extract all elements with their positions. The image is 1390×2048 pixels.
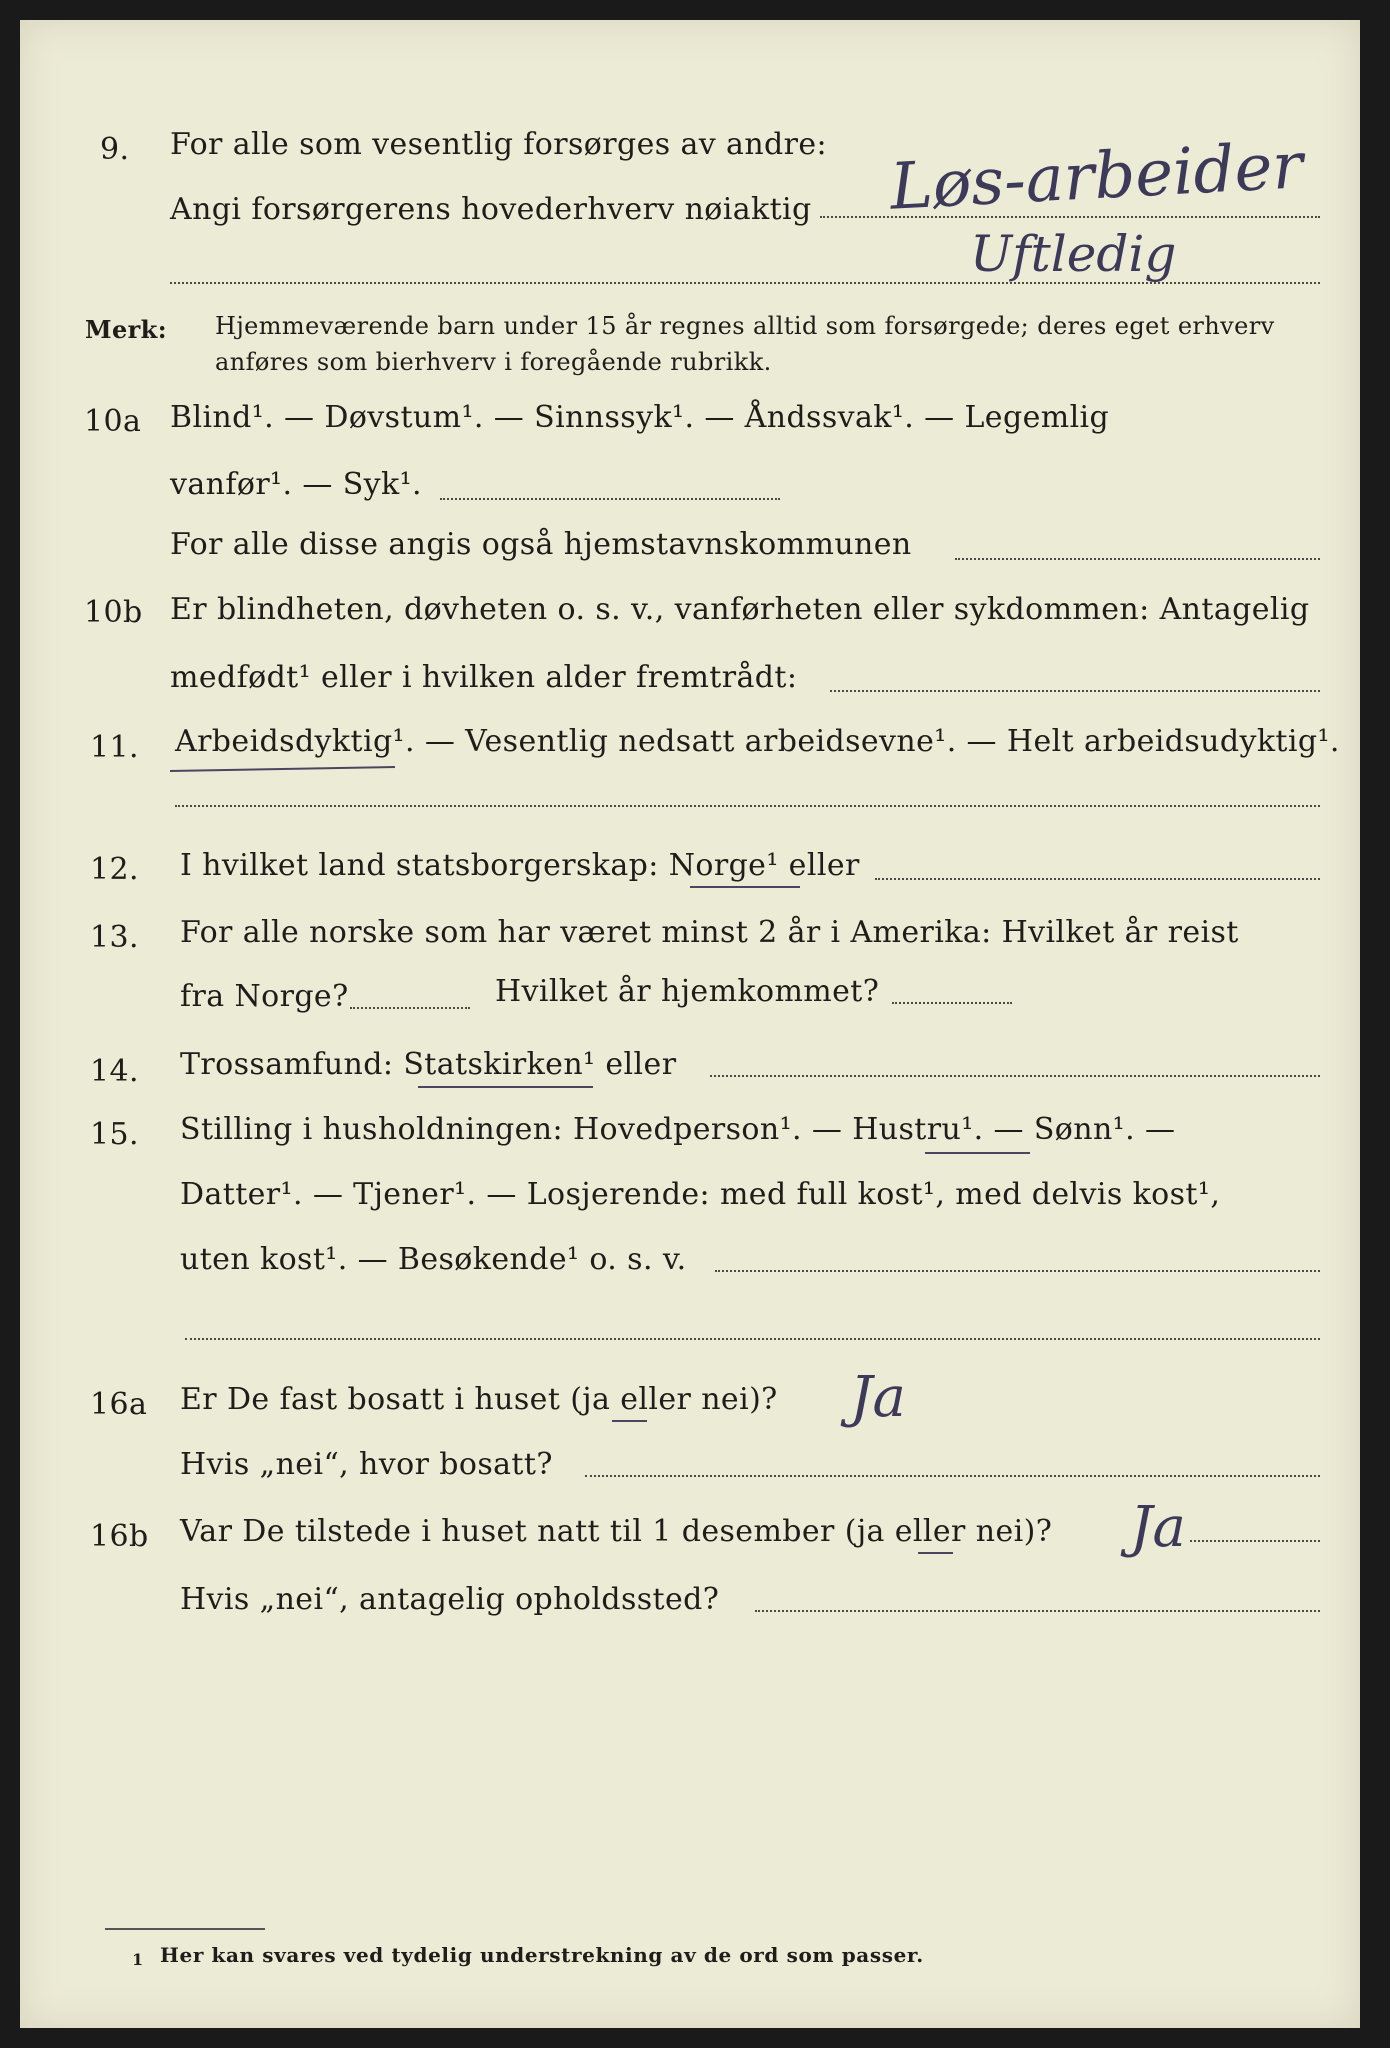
q15-line3-dotline: [715, 1270, 1320, 1272]
q16b-number: 16b: [90, 1519, 149, 1554]
q16b-ja-underline: [918, 1552, 953, 1554]
q12-dotline: [875, 878, 1320, 880]
q9-line1: For alle som vesentlig forsørges av andre:: [170, 127, 828, 162]
q15-number: 15.: [90, 1117, 139, 1152]
q14-statskirken-underline: [418, 1086, 593, 1088]
q9-handwritten-answer-2: Uftledig: [970, 225, 1177, 283]
q15-extra-dotline: [185, 1338, 1320, 1340]
footnote-text: Her kan svares ved tydelig understrekning av de ord som passer.: [160, 1943, 924, 1967]
q16b-line1: Var De tilstede i huset natt til 1 desember (ja eller nei)?: [180, 1514, 1053, 1549]
merk-label: Merk:: [85, 315, 167, 344]
q13-reist-dotline: [350, 1007, 470, 1009]
q10b-number: 10b: [84, 595, 143, 630]
q16b-dotline: [1190, 1540, 1320, 1542]
q11-handwritten-underline: [170, 766, 395, 772]
q13-line1: For alle norske som har været minst 2 år i Amerika: Hvilket år reist: [180, 915, 1239, 950]
merk-line2: anføres som bierhverv i foregående rubrikk.: [215, 348, 772, 376]
q10a-line1: Blind¹. — Døvstum¹. — Sinnssyk¹. — Åndssvak¹. — Legemlig: [170, 400, 1110, 435]
q16a-number: 16a: [90, 1387, 148, 1422]
q9-number: 9.: [100, 132, 130, 167]
q13-line2b: Hvilket år hjemkommet?: [495, 974, 880, 1009]
q16a-line1: Er De fast bosatt i huset (ja eller nei)?: [180, 1382, 778, 1417]
footnote-marker: 1: [132, 1950, 144, 1969]
census-form-page: [20, 20, 1360, 2028]
footnote-rule: [105, 1928, 265, 1930]
q16b-line2: Hvis „nei“, antagelig opholdssted?: [180, 1582, 720, 1617]
q10b-line2: medfødt¹ eller i hvilken alder fremtrådt:: [170, 660, 798, 695]
q10a-line2-dotline: [440, 498, 780, 500]
q10a-line2: vanfør¹. — Syk¹.: [170, 467, 422, 502]
q11-line1: Arbeidsdyktig¹. — Vesentlig nedsatt arbeidsevne¹. — Helt arbeidsudyktig¹.: [175, 724, 1340, 759]
q10b-dotline: [830, 690, 1320, 692]
q16b-handwritten-answer: Ja: [1130, 1495, 1186, 1560]
q10b-line1: Er blindheten, døvheten o. s. v., vanførheten eller sykdommen: Antagelig: [170, 592, 1310, 627]
q13-hjemkommet-dotline: [892, 1002, 1012, 1004]
q15-line2: Datter¹. — Tjener¹. — Losjerende: med full kost¹, med delvis kost¹,: [180, 1177, 1221, 1212]
q11-number: 11.: [90, 730, 139, 765]
q16a-dotline: [585, 1475, 1320, 1477]
q14-dotline: [710, 1075, 1320, 1077]
q15-line3: uten kost¹. — Besøkende¹ o. s. v.: [180, 1242, 687, 1277]
q12-norge-underline: [690, 886, 800, 888]
q14-line1: Trossamfund: Statskirken¹ eller: [180, 1047, 677, 1082]
q10a-number: 10a: [84, 404, 142, 439]
q16a-line2: Hvis „nei“, hvor bosatt?: [180, 1447, 553, 1482]
q14-number: 14.: [90, 1054, 139, 1089]
q12-number: 12.: [90, 852, 139, 887]
q15-hustru-underline: [925, 1152, 1030, 1154]
q9-line2: Angi forsørgerens hovederhverv nøiaktig: [170, 192, 812, 227]
q15-line1: Stilling i husholdningen: Hovedperson¹. — Hustru¹. — Sønn¹. —: [180, 1112, 1176, 1147]
q10a-line3-dotline: [955, 558, 1320, 560]
merk-line1: Hjemmeværende barn under 15 år regnes alltid som forsørgede; deres eget erhverv: [215, 312, 1275, 340]
q12-line1: I hvilket land statsborgerskap: Norge¹ eller: [180, 848, 860, 883]
q16a-handwritten-answer: Ja: [850, 1365, 906, 1430]
q16a-ja-underline: [612, 1420, 647, 1422]
q13-line2a: fra Norge?: [180, 979, 349, 1014]
q9-handwritten-answer: Løs-arbeider: [888, 129, 1305, 225]
q13-number: 13.: [90, 920, 139, 955]
q11-dotline: [175, 805, 1320, 807]
q16b-line2-dotline: [755, 1610, 1320, 1612]
q10a-line3: For alle disse angis også hjemstavnskommunen: [170, 527, 912, 562]
